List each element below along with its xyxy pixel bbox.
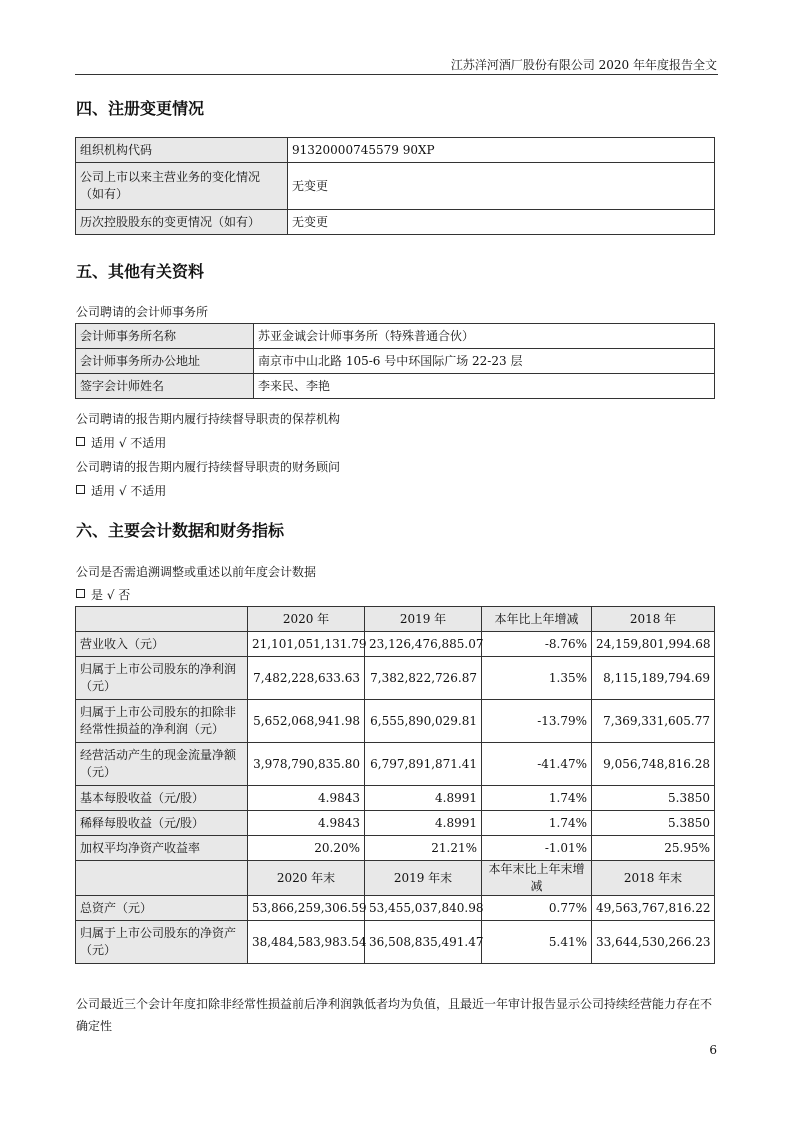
row-label: 历次控股股东的变更情况（如有） bbox=[76, 210, 288, 235]
row-value: 无变更 bbox=[288, 210, 715, 235]
cell-value: 7,369,331,605.77 bbox=[592, 700, 715, 743]
section6-heading: 六、主要会计数据和财务指标 bbox=[76, 521, 285, 540]
column-header: 2018 年 bbox=[592, 607, 715, 632]
row-label: 总资产（元） bbox=[76, 896, 248, 921]
table-row bbox=[76, 374, 715, 399]
cell-value: 5.3850 bbox=[592, 811, 715, 836]
table-row bbox=[76, 811, 715, 836]
column-header: 本年末比上年末增减 bbox=[482, 861, 592, 896]
column-header: 本年比上年增减 bbox=[482, 607, 592, 632]
cell-value: -41.47% bbox=[482, 743, 592, 786]
cell-value: 1.74% bbox=[482, 811, 592, 836]
cell-value: 21,101,051,131.79 bbox=[248, 632, 365, 657]
row-value: 无变更 bbox=[288, 163, 715, 210]
row-label: 公司上市以来主营业务的变化情况（如有） bbox=[76, 163, 288, 210]
registration-table bbox=[75, 137, 715, 235]
cell-value: 5.3850 bbox=[592, 786, 715, 811]
table-row bbox=[76, 632, 715, 657]
row-label: 基本每股收益（元/股） bbox=[76, 786, 248, 811]
cell-value: 4.9843 bbox=[248, 786, 365, 811]
cell-value: 0.77% bbox=[482, 896, 592, 921]
sponsor-answer: 适用 √ 不适用 bbox=[76, 434, 166, 451]
cell-value: 7,482,228,633.63 bbox=[248, 657, 365, 700]
row-value: 苏亚金诚会计师事务所（特殊普通合伙） bbox=[254, 324, 715, 349]
cell-value: 3,978,790,835.80 bbox=[248, 743, 365, 786]
row-label: 组织机构代码 bbox=[76, 138, 288, 163]
cell-value: 1.35% bbox=[482, 657, 592, 700]
row-label: 签字会计师姓名 bbox=[76, 374, 254, 399]
cell-value: 25.95% bbox=[592, 836, 715, 861]
header-divider bbox=[75, 74, 718, 75]
table-header-row bbox=[76, 607, 715, 632]
advisor-question: 公司聘请的报告期内履行持续督导职责的财务顾问 bbox=[76, 460, 341, 474]
sponsor-question: 公司聘请的报告期内履行持续督导职责的保荐机构 bbox=[76, 412, 341, 426]
row-label: 经营活动产生的现金流量净额（元） bbox=[76, 743, 248, 786]
column-header: 2018 年末 bbox=[592, 861, 715, 896]
row-label: 加权平均净资产收益率 bbox=[76, 836, 248, 861]
cell-value: 36,508,835,491.47 bbox=[365, 921, 482, 964]
table-row bbox=[76, 163, 715, 210]
cell-value: -13.79% bbox=[482, 700, 592, 743]
cell-value: -1.01% bbox=[482, 836, 592, 861]
column-header: 2019 年 bbox=[365, 607, 482, 632]
cell-value: 6,797,891,871.41 bbox=[365, 743, 482, 786]
cell-value: 8,115,189,794.69 bbox=[592, 657, 715, 700]
section5-heading: 五、其他有关资料 bbox=[76, 262, 205, 281]
table-row bbox=[76, 896, 715, 921]
cell-value: 53,866,259,306.59 bbox=[248, 896, 365, 921]
row-label: 会计师事务所名称 bbox=[76, 324, 254, 349]
table-row bbox=[76, 210, 715, 235]
cell-value: 49,563,767,816.22 bbox=[592, 896, 715, 921]
going-concern-note: 公司最近三个会计年度扣除非经常性损益前后净利润孰低者均为负值，且最近一年审计报告显示公司持续经营能力存在不确定性 bbox=[76, 997, 713, 1033]
cell-value: 4.8991 bbox=[365, 811, 482, 836]
cell-value: 1.74% bbox=[482, 786, 592, 811]
column-header bbox=[76, 861, 248, 896]
column-header: 2020 年 bbox=[248, 607, 365, 632]
cell-value: 20.20% bbox=[248, 836, 365, 861]
table-row bbox=[76, 349, 715, 374]
cell-value: 24,159,801,994.68 bbox=[592, 632, 715, 657]
column-header bbox=[76, 607, 248, 632]
cell-value: 7,382,822,726.87 bbox=[365, 657, 482, 700]
cell-value: 9,056,748,816.28 bbox=[592, 743, 715, 786]
restate-answer: 是 √ 否 bbox=[76, 586, 130, 603]
row-label: 营业收入（元） bbox=[76, 632, 248, 657]
table-row bbox=[76, 657, 715, 700]
row-value: 南京市中山北路 105-6 号中环国际广场 22-23 层 bbox=[254, 349, 715, 374]
restate-question: 公司是否需追溯调整或重述以前年度会计数据 bbox=[76, 565, 317, 579]
advisor-answer: 适用 √ 不适用 bbox=[76, 482, 166, 499]
checkbox-icon bbox=[76, 485, 85, 494]
checkbox-icon bbox=[76, 589, 85, 598]
auditor-intro: 公司聘请的会计师事务所 bbox=[76, 305, 209, 319]
report-header: 江苏洋河酒厂股份有限公司 2020 年年度报告全文 bbox=[450, 58, 717, 72]
cell-value: 5,652,068,941.98 bbox=[248, 700, 365, 743]
table-row bbox=[76, 921, 715, 964]
section4-heading: 四、注册变更情况 bbox=[76, 99, 205, 118]
row-label: 稀释每股收益（元/股） bbox=[76, 811, 248, 836]
cell-value: 4.8991 bbox=[365, 786, 482, 811]
cell-value: 21.21% bbox=[365, 836, 482, 861]
row-value: 91320000745579 90XP bbox=[288, 138, 715, 163]
table-row bbox=[76, 324, 715, 349]
auditor-table bbox=[75, 323, 715, 399]
row-label: 归属于上市公司股东的净资产（元） bbox=[76, 921, 248, 964]
table-row bbox=[76, 138, 715, 163]
table-row bbox=[76, 700, 715, 743]
column-header: 2020 年末 bbox=[248, 861, 365, 896]
table-row bbox=[76, 743, 715, 786]
row-label: 归属于上市公司股东的扣除非经常性损益的净利润（元） bbox=[76, 700, 248, 743]
cell-value: 23,126,476,885.07 bbox=[365, 632, 482, 657]
cell-value: 4.9843 bbox=[248, 811, 365, 836]
cell-value: 5.41% bbox=[482, 921, 592, 964]
page-number: 6 bbox=[709, 1043, 717, 1057]
table-row bbox=[76, 836, 715, 861]
row-label: 归属于上市公司股东的净利润（元） bbox=[76, 657, 248, 700]
row-label: 会计师事务所办公地址 bbox=[76, 349, 254, 374]
financial-table bbox=[75, 606, 715, 964]
column-header: 2019 年末 bbox=[365, 861, 482, 896]
cell-value: -8.76% bbox=[482, 632, 592, 657]
table-row bbox=[76, 786, 715, 811]
cell-value: 53,455,037,840.98 bbox=[365, 896, 482, 921]
cell-value: 33,644,530,266.23 bbox=[592, 921, 715, 964]
cell-value: 38,484,583,983.54 bbox=[248, 921, 365, 964]
checkbox-icon bbox=[76, 437, 85, 446]
table-header-row bbox=[76, 861, 715, 896]
row-value: 李来民、李艳 bbox=[254, 374, 715, 399]
cell-value: 6,555,890,029.81 bbox=[365, 700, 482, 743]
